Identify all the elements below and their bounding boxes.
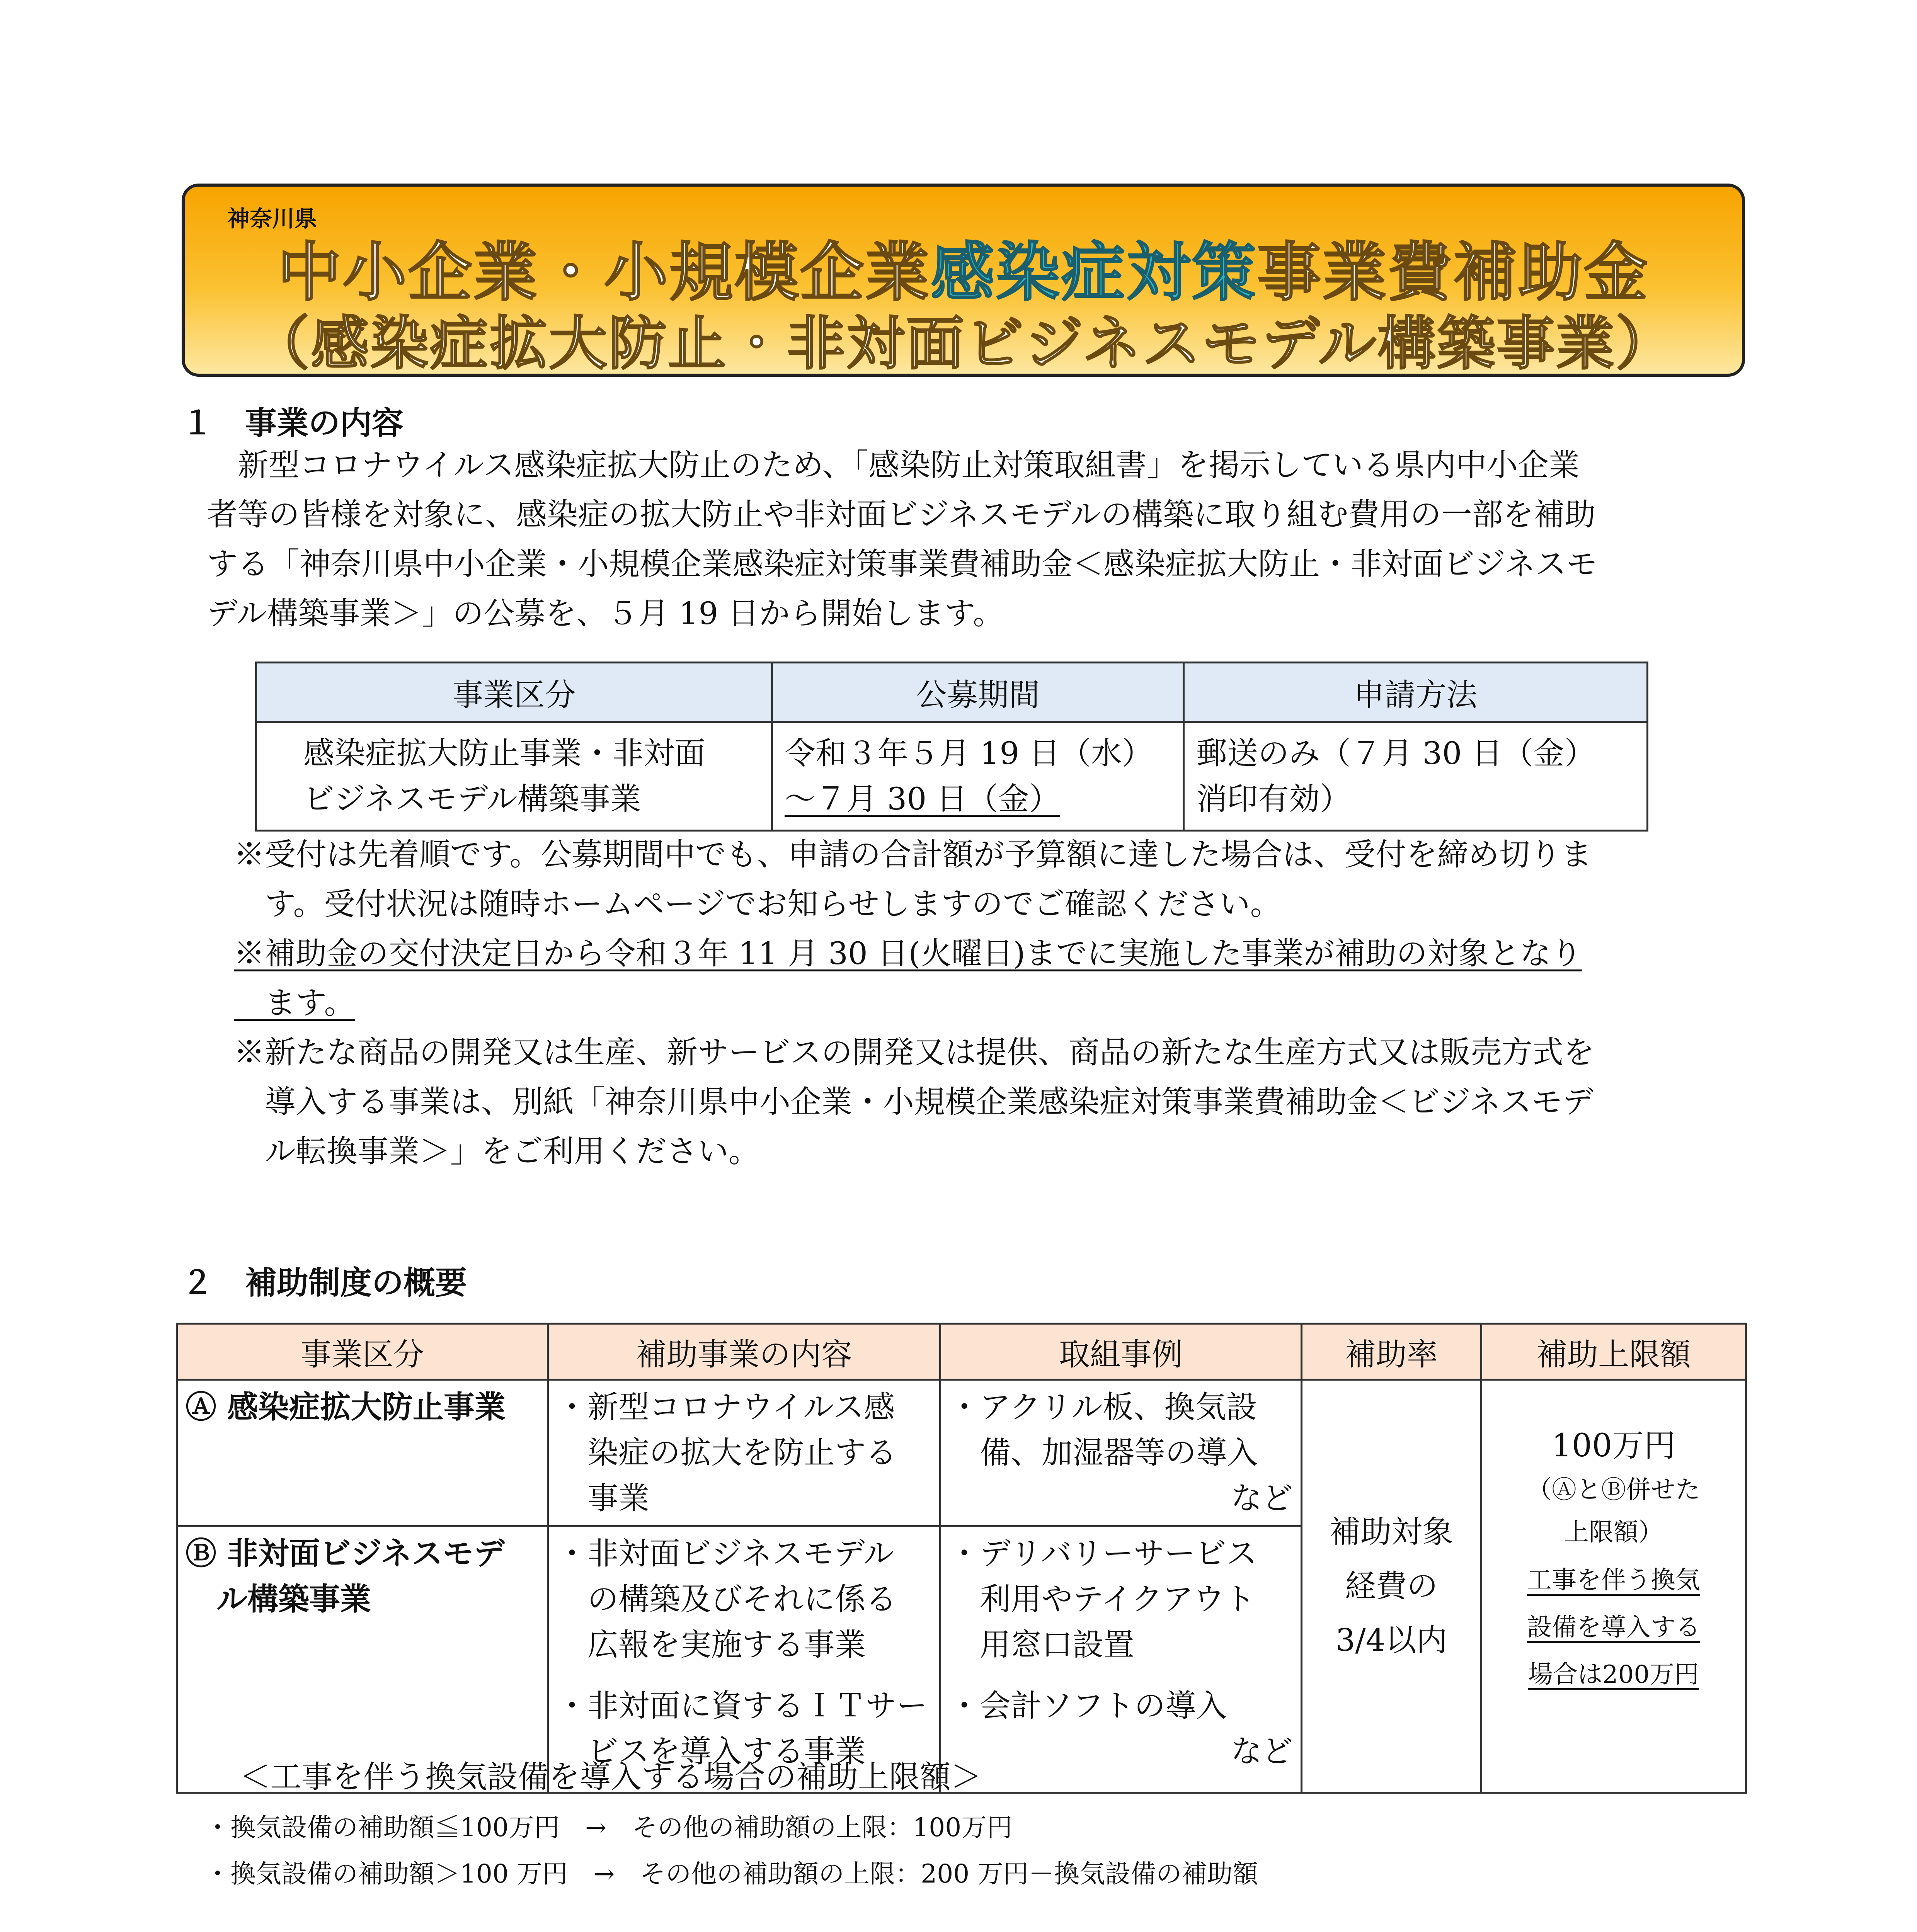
- category-cell: [177, 1380, 548, 1526]
- note-line: ※補助金の交付決定日から令和３年 11 月 30 日(火曜日)までに実施した事業が補助の対象となり: [234, 935, 1582, 971]
- cell-line: Ⓑ 非対面ビジネスモデ: [186, 1536, 505, 1571]
- cell-line: ・非対面に資するＩＴサー: [557, 1688, 928, 1724]
- cell-line: ・アクリル板、換気設: [949, 1389, 1257, 1425]
- section2-heading: ２ 補助制度の概要: [182, 1265, 467, 1301]
- cell-line: 郵送のみ（７月 30 日（金）: [1196, 735, 1595, 771]
- cell-line: ビジネスモデル構築事業: [303, 781, 641, 817]
- section1-body: [207, 440, 1597, 638]
- cell-line: 備、加湿器等の導入: [949, 1435, 1258, 1471]
- cell-line: など: [1231, 1480, 1293, 1516]
- prefecture-label: 神奈川県: [227, 206, 317, 232]
- limit-cell: [1481, 1380, 1746, 1793]
- period-cell: [772, 722, 1184, 831]
- table-header: 事業区分: [256, 663, 772, 722]
- cell-line: 場合は200万円: [1528, 1660, 1699, 1689]
- cell-line: 消印有効）: [1196, 781, 1351, 817]
- cell-line: ル構築事業: [186, 1581, 371, 1617]
- note-line: ※受付は先着順です。公募期間中でも、申請の合計額が予算額に達した場合は、受付を締め切りま: [234, 837, 1592, 872]
- cell-line: 用窓口設置: [949, 1627, 1134, 1663]
- table-header: 補助事業の内容: [548, 1324, 940, 1380]
- section2-subheading: ＜工事を伴う換気設備を導入する場合の補助上限額＞: [240, 1759, 982, 1795]
- cell-line: 3/4以内: [1335, 1622, 1447, 1658]
- cell-line: 利用やテイクアウト: [949, 1581, 1255, 1617]
- case-line: ・換気設備の補助額＞100 万円 → その他の補助額の上限：200 万円－換気設備の補助額: [205, 1859, 1258, 1889]
- cell-line: ・会計ソフトの導入: [949, 1688, 1227, 1724]
- note-text: ます。: [234, 985, 355, 1021]
- title-part2: 事業費補助金: [1257, 235, 1649, 310]
- cell-line: 工事を伴う換気: [1527, 1566, 1700, 1595]
- method-cell: [1184, 722, 1648, 831]
- title-part1: 中小企業・小規模企業: [278, 235, 931, 310]
- cell-line: ・新型コロナウイルス感: [557, 1389, 895, 1425]
- note-line: す。受付状況は随時ホームページでお知らせしますのでご確認ください。: [234, 886, 1281, 922]
- cell-line: 広報を実施する事業: [557, 1627, 866, 1663]
- body-line: デル構築事業＞」の公募を、５月 19 日から開始します。: [207, 595, 1004, 631]
- cell-line: 事業: [557, 1480, 649, 1516]
- note-line: ル転換事業＞」をご利用ください。: [234, 1133, 759, 1169]
- section2-cases: [205, 1804, 1258, 1897]
- category-cell: [256, 722, 772, 831]
- body-line: 新型コロナウイルス感染症拡大防止のため、「感染防止対策取組書」を掲示している県内中小企業: [207, 447, 1580, 483]
- limit-note: 上限額）: [1564, 1518, 1663, 1547]
- title-banner: [182, 184, 1745, 377]
- subsidy-overview-table: [176, 1323, 1747, 1794]
- note-line: [234, 978, 1594, 1028]
- note-line: 導入する事業は、別紙「神奈川県中小企業・小規模企業感染症対策事業費補助金＜ビジネスモデ: [234, 1084, 1594, 1120]
- schedule-table: [255, 662, 1648, 832]
- cell-line: ～７月 30 日（金）: [785, 781, 1060, 817]
- cell-line: ビスを導入する事業: [557, 1733, 866, 1769]
- cell-line: の構築及びそれに係る: [557, 1581, 897, 1617]
- content-cell: [548, 1380, 940, 1526]
- table-header-row: [256, 663, 1648, 722]
- cell-line: ・デリバリーサービス: [949, 1536, 1257, 1571]
- page-subtitle: （感染症拡大防止・非対面ビジネスモデル構築事業）: [251, 310, 1675, 378]
- limit-amount: 100万円: [1551, 1427, 1676, 1464]
- table-header: 補助上限額: [1481, 1324, 1746, 1380]
- section1-heading: １ 事業の内容: [182, 405, 404, 442]
- cell-line: 染症の拡大を防止する: [557, 1435, 897, 1471]
- table-row: [177, 1380, 1746, 1526]
- cell-line: など: [1231, 1733, 1293, 1769]
- table-header-row: [177, 1324, 1746, 1380]
- case-line: ・換気設備の補助額≦100万円 → その他の補助額の上限：100万円: [205, 1813, 1013, 1842]
- cell-line: Ⓐ 感染症拡大防止事業: [186, 1389, 506, 1425]
- limit-extra: [1482, 1557, 1745, 1698]
- examples-cell: [940, 1526, 1302, 1793]
- rate-cell: [1302, 1380, 1481, 1793]
- table-header: 補助率: [1302, 1324, 1481, 1380]
- table-header: 取組事例: [940, 1324, 1302, 1380]
- table-row: [256, 722, 1648, 831]
- cell-line: 感染症拡大防止事業・非対面: [303, 735, 705, 771]
- section1-notes: [234, 830, 1594, 1176]
- examples-cell: [940, 1380, 1302, 1526]
- table-header: 申請方法: [1184, 663, 1648, 722]
- cell-line: ・非対面ビジネスモデル: [557, 1536, 894, 1571]
- limit-note: （ⒶとⒷ併せた: [1527, 1476, 1700, 1504]
- title-highlight: 感染症対策: [931, 235, 1257, 310]
- cell-line: 補助対象: [1330, 1514, 1453, 1550]
- cell-line: 令和３年５月 19 日（水）: [785, 735, 1153, 771]
- note-line: ※新たな商品の開発又は生産、新サービスの開発又は提供、商品の新たな生産方式又は販売方式を: [234, 1034, 1594, 1070]
- cell-line: 設備を導入する: [1527, 1613, 1700, 1642]
- body-line: する「神奈川県中小企業・小規模企業感染症対策事業費補助金＜感染症拡大防止・非対面ビジネスモ: [207, 546, 1597, 582]
- body-line: 者等の皆様を対象に、感染症の拡大防止や非対面ビジネスモデルの構築に取り組む費用の一部を補助: [207, 497, 1596, 532]
- table-header: 事業区分: [177, 1324, 548, 1380]
- table-header: 公募期間: [772, 663, 1184, 722]
- cell-line: 経費の: [1345, 1568, 1438, 1604]
